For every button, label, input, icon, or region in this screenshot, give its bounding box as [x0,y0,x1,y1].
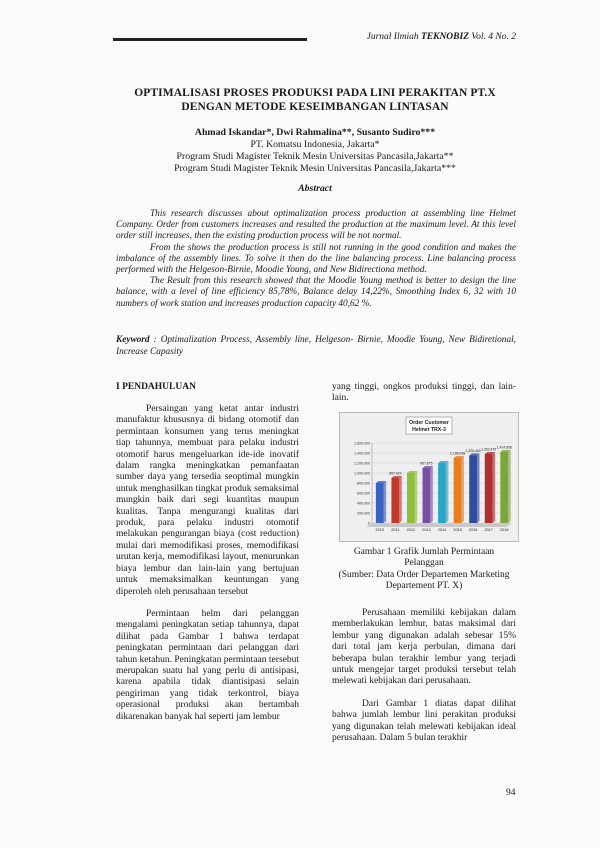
bar-side [430,466,433,523]
bar [454,458,462,523]
x-tick-label: 2010 [375,528,385,532]
title-line-1: OPTIMALISASI PROSES PRODUKSI PADA LINI PERAKITAN PT.X [134,87,496,99]
bar-side [461,456,464,523]
bar [376,483,384,523]
data-label: 1,352,475 [481,447,497,452]
bar [485,454,493,523]
x-tick-label: 2011 [391,528,400,532]
bar [407,473,415,523]
bar [391,478,399,523]
data-label: 967,675 [420,461,433,466]
data-label: 1,414,658 [496,445,512,450]
data-label: 857,419 [389,471,402,476]
figure-1-chart [339,412,519,542]
caption-line: (Sumber: Data Order Departemen Marketing [338,569,510,580]
journal-name: TEKNOBIZ [420,32,470,42]
bar-chart [340,413,518,541]
chart-subtitle: Helmet TRX-3 [412,427,446,433]
abstract-heading: Abstract [298,183,332,194]
x-tick-label: 2016 [468,528,478,532]
body-paragraph-continued: yang tinggi, ongkos produksi tinggi, dan lain-lain. [332,382,516,404]
body-paragraph: Dari Gambar 1 diatas dapat dilihat bahwa jumlah lembur lini perakitan produksi yang digunakan telah melewati kebijakan ideal perusahaan. Dalam 5 bulan terakhir [332,698,516,744]
x-tick-label: 2017 [484,528,493,532]
x-tick-label: 2013 [422,528,431,532]
journal-prefix: Jurnal Ilmiah [366,32,419,42]
bar [500,452,508,523]
right-column-bottom [332,608,516,744]
bar-side [493,452,496,523]
bar [423,468,431,523]
bar-side [508,450,511,523]
body-paragraph: Perusahaan memiliki kebijakan dalam memberlakukan lembur, batas maksimal dari lembur yang digunakan adalah sebesar 15% dari total jam kerja perbulan, dimana dari beberapa bulan terakhir lembur yang terjadi untuk mengejar target produksi tersebut telah melewati kebijakan dari perusahaan. [332,608,516,687]
body-paragraph: Persaingan yang ketat antar industri manufaktur khususnya di bidang otomotif dan permintaan konsumen yang terus meningkat tiap tahunnya, membuat para pelaku industri otomotif harus mengeluarkan ide-ide inovatif dalam rangka meningkatkan pemanfaatan sumber daya yang tersedia seoptimal mungkin untuk menghasilkan tingkat produk semaksimal mungkin baik dari segi kuantitas maupun kualitas. Tanpa mengurangi kualitas dari produk, para pelaku industri otomotif melakukan pengurangan biaya (cost reduction) mulai dari memodifikasi proses, memodifikasi urutan kerja, memodifikasi layout, menurunkan biaya lembur dan lain-lain yang bertujuan untuk memaksimalkan keuntungan yang diperoleh oleh perusahaan tersebut [116,404,299,597]
x-tick-label: 2015 [453,528,462,532]
affiliation-1: PT. Komatsu Indonesia, Jakarta* [250,139,380,150]
author-names: Ahmad Iskandar*, Dwi Rahmalina**, Susanto Sudiro*** [194,127,436,138]
caption-line: Departement PT. X) [385,581,463,592]
y-tick-label: 400,000 [357,501,370,506]
caption-line: Gambar 1 Grafik Jumlah Permintaan [353,547,495,557]
bar-side [446,461,449,523]
keyword-label: Keyword [116,335,150,345]
paper-title [100,86,530,114]
bar-side [477,454,480,524]
bar [469,456,477,524]
figure-caption [332,547,516,593]
chart-floor [366,523,512,527]
journal-volume: Vol. 4 No. 2 [471,32,516,42]
bar [438,463,446,523]
y-tick-label: 800,000 [357,481,370,486]
affiliation-2: Program Studi Magister Teknik Mesin Universitas Pancasila,Jakarta** [176,151,454,162]
y-tick-label: 1,400,000 [354,451,370,456]
y-tick-label: 1,200,000 [354,461,370,466]
keywords [116,335,516,358]
bar-side [384,481,387,523]
y-tick-label: 0 [368,521,370,526]
data-label: 1,196,058 [450,451,466,456]
x-tick-label: 2012 [406,528,416,532]
y-tick-label: 600,000 [357,491,370,496]
abstract-body [116,209,516,310]
caption-line: Pelanggan [404,558,444,569]
keyword-text: : Optimalization Process, Assembly line, Helgeson- Birnie, Moodie Young, New Bidiretional, Increase Capasity [116,335,517,357]
affiliation-3: Program Studi Magister Teknik Mesin Universitas Pancasila,Jakarta*** [174,163,456,174]
journal-header [367,32,516,42]
data-label: 1,328,460 [465,449,481,453]
abstract-paragraph: From the shows the production process is still not running in the good condition and makes the imbalance of the assembly lines. To solve it then do the line balancing process. Line balancing process performed with the Helgeson-Birnie, Moodie Young, and New Bidirectiona method. [116,242,516,276]
abstract-paragraph: The Result from this research showed that the Moodie Young method is better to design the line balance, with a level of line efficiency 85,78%, Balance delay 14,22%, Smoothing Index 6, 32 with 10 numbers of work station and increases production capacity 40,62 %. [116,276,516,309]
abstract-paragraph: This research discusses about optimalization process production at assembling line Helmet Company. Order from customers increases and resulted the production at the maximum level. At this level order still increases, then the existing production process will be not normal. [116,209,516,242]
y-tick-label: 1,600,000 [354,441,370,446]
page-number: 94 [506,788,516,798]
bar-side [415,471,418,523]
x-tick-label: 2018 [499,528,509,532]
x-tick-label: 2014 [437,528,447,532]
title-line-2: DENGAN METODE KESEIMBANGAN LINTASAN [181,101,449,113]
body-paragraph: Permintaan helm dari pelanggan mengalami peningkatan setiap tahunnya, dapat dilihat pada Gambar 1 bahwa terdapat peningkatan permintaan dari pelanggan dari tahun ketahun. Peningkatan permintaan tersebut merupakan suatu hal yang perlu di antisipasi, karena apabila tidak diantisipasi selain pengiriman yang tidak terkontrol, biaya operasional produksi akan bertambah dikarenakan banyak hal seperti jam lembur [116,608,299,722]
author-block [100,127,530,175]
y-tick-label: 1,000,000 [354,471,370,476]
y-tick-label: 200,000 [357,511,370,516]
bar-side [399,476,402,523]
right-column-top [332,382,516,405]
header-rule [113,38,307,41]
left-column [116,404,299,723]
chart-title: Order Customer [409,420,449,426]
section-heading: I PENDAHULUAN [116,382,196,392]
